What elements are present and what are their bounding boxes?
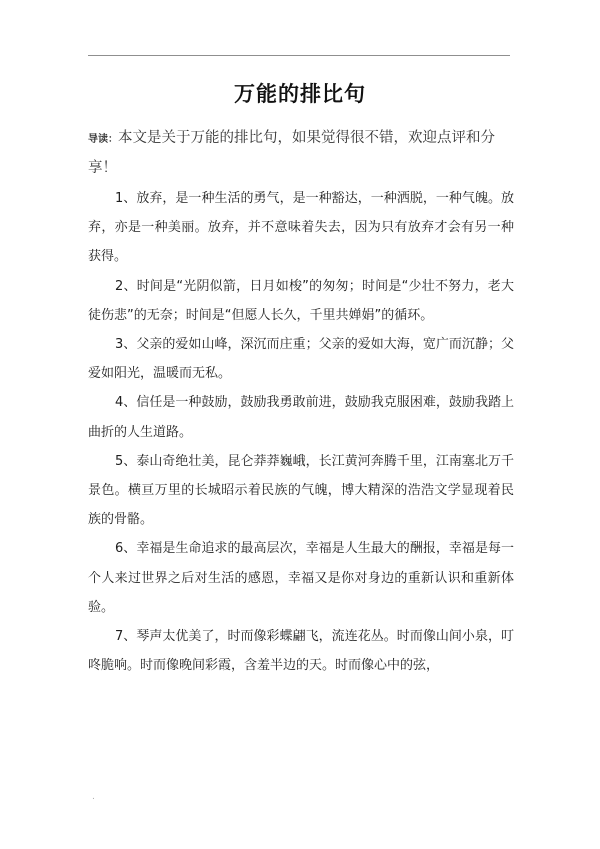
footer-mark: . (92, 792, 95, 802)
header-divider (88, 55, 510, 56)
article-body (88, 184, 514, 680)
paragraph-5: 5、泰山奇绝壮美，昆仑莽莽巍峨，长江黄河奔腾千里，江南塞北万千景色。横亘万里的长城昭示着民族的气魄，博大精深的浩浩文学显现着民族的骨骼。 (88, 453, 514, 528)
paragraph-3: 3、父亲的爱如山峰，深沉而庄重；父亲的爱如大海，宽广而沉静；父爱如阳光，温暖而无私。 (88, 337, 514, 382)
paragraph-1: 1、放弃，是一种生活的勇气，是一种豁达，一种洒脱，一种气魄。放弃，亦是一种美丽。放弃，并不意味着失去，因为只有放弃才会有另一种获得。 (88, 191, 514, 265)
page-title: 万能的排比句 (234, 82, 366, 106)
intro-lead: 导读： (88, 134, 118, 145)
intro-text: 本文是关于万能的排比句，如果觉得很不错，欢迎点评和分享！ (88, 130, 495, 176)
paragraph-6: 6、幸福是生命追求的最高层次，幸福是人生最大的酬报，幸福是每一个人来过世界之后对生活的感恩，幸福又是你对身边的重新认识和重新体验。 (88, 541, 514, 615)
paragraph-2: 2、时间是“光阴似箭，日月如梭”的匆匆；时间是“少壮不努力，老大徒伤悲”的无奈；时间是“但愿人长久，千里共婵娟”的循环。 (88, 278, 514, 323)
paragraph-4: 4、信任是一种鼓励，鼓励我勇敢前进，鼓励我克服困难，鼓励我踏上曲折的人生道路。 (88, 395, 514, 440)
intro-paragraph (88, 124, 512, 183)
paragraph-7: 7、琴声太优美了，时而像彩蝶翩飞，流连花丛。时而像山间小泉，叮咚脆响。时而像晚间彩霞，含羞半边的天。时而像心中的弦， (88, 629, 514, 674)
